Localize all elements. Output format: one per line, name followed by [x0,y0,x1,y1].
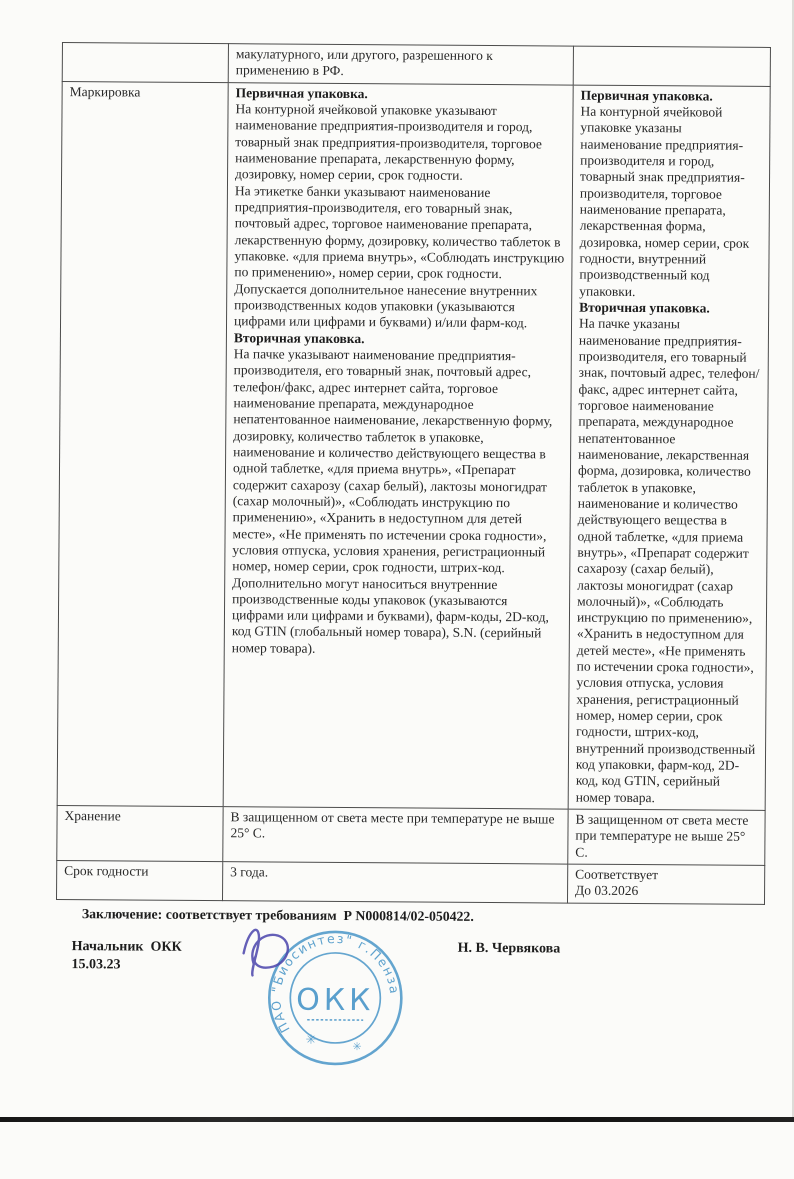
scan-edge-bottom [0,1117,794,1122]
spec-paragraph: На контурной ячейковой упаковке указывают наименование предприятия-производителя и город, товарный знак предприятия-производителя, торговое наименование препарата, лекарственную форму, дозировку, номер серии, срок годности. [235,101,566,185]
shelf-life-result-cell: Соответствует До 03.2026 [567,864,764,904]
spec-paragraph: Первичная упаковка. [581,87,763,105]
handwritten-signature [227,909,328,1010]
spec-paragraph: На пачке указаны наименование предприятия-производителя, его товарный знак, почтовый адрес, телефон/факс, адрес интернет сайта, торговое наименование препарата, международное непатентованное наименование, лекарственная форма, дозировка, количество таблеток в упаковке, наименование и количество действующего вещества в одной таблетке, «для приема внутрь», «Препарат содержит сахарозу (сахар белый), лактозы моногидрат (сахар молочный)», «Соблюдать инструкцию по применению», «Хранить в недоступном для детей месте», «Не применять по истечении срока годности», условия отпуска, условия хранения, регистрационный номер, номер серии, срок годности, штрих-код, внутренний производственный код упаковки, фарм-код, 2D-код, код GTIN, серийный номер товара. [576,316,761,807]
carryover-label-cell [62,43,228,83]
qc-spec-table [56,42,771,905]
marking-results-cell [568,85,770,811]
spec-paragraph: Первичная упаковка. [236,85,566,104]
shelf-life-label: Срок годности [57,861,223,901]
marking-label: Маркировка [57,81,228,807]
spec-paragraph: Дополнительно могут наноситься внутренние производственные коды упаковок (указываются цифрами или цифрами и буквами), фарм-коды, 2D-код, код GTIN (глобальный номер товара), S.N. (серийный номер товара). [232,575,563,659]
storage-label: Хранение [57,806,223,862]
stamp-ring-text: ПАО "Биосинтез" г.Пенза [268,930,403,1036]
spec-paragraph: На этикетке банки указывают наименование предприятия-производителя, его товарный знак, почтовый адрес, торговое наименование препарата, лекарственную форму, дозировку, количество таблеток в упаковке. «для приема внутрь», «Соблюдать инструкцию по применению», номер серии, срок годности. [234,183,565,283]
stamp-ornament-left: ✳ [306,1032,317,1047]
signer-name: Н. В. Червякова [458,941,561,958]
row-storage [57,806,765,866]
signoff-block [0,923,788,1179]
storage-result-cell: В защищенном от света месте при температуре не выше 25° С. [568,809,765,865]
row-marking [57,81,770,810]
spec-paragraph: На пачке указывают наименование предприятия-производителя, его товарный знак, почтовый адрес, телефон/факс, адрес интернет сайта, торговое наименование препарата, международное непатентованное наименование, лекарственную форму, дозировку, количество таблеток в упаковке, наименование и количество действующего вещества в одной таблетке, «для приема внутрь», «Препарат содержит сахарозу (сахар белый), лактозы моногидрат (сахар молочный)», «Соблюдать инструкцию по применению», «Хранить в недоступном для детей месте», «Не применять по истечении срока годности», условия отпуска, условия хранения, регистрационный номер, номер серии, срок годности, штрих-код. [232,346,564,577]
marking-requirements-cell [223,82,573,809]
signer-position-and-date: Начальник ОКК 15.03.23 [71,938,181,975]
conclusion-line: Заключение: соответствует требованиям Р N000814/02-050422. [82,906,788,927]
carryover-text-cell: макулатурного, или другого, разрешенного к применению в РФ. [228,44,573,85]
spec-paragraph: На контурной ячейковой упаковке указаны наименование предприятия-производителя и город, товарный знак предприятия-производителя, торговое наименование препарата, лекарственная форма, дозировка, номер серии, срок годности, внутренний производственный код упаковки. [579,104,762,301]
spec-paragraph: Вторичная упаковка. [579,300,761,318]
stamp-center-text: ОКК [296,982,374,1018]
spec-paragraph: Допускается дополнительное нанесение внутренних производственных кодов упаковки (указываются цифрами или цифрами и буквами) и/или фарм-код. [234,281,564,332]
stamp-ornament-right: ✳ [352,1040,361,1053]
shelf-life-requirement-cell: 3 года. [222,862,567,903]
row-shelf-life [57,861,765,905]
storage-requirement-cell: В защищенном от света месте при температуре не выше 25° С. [223,807,568,864]
spec-paragraph: Вторичная упаковка. [234,330,564,349]
carryover-result-cell [573,46,770,86]
row-carryover [62,43,770,87]
signature-graphic [227,909,328,1010]
